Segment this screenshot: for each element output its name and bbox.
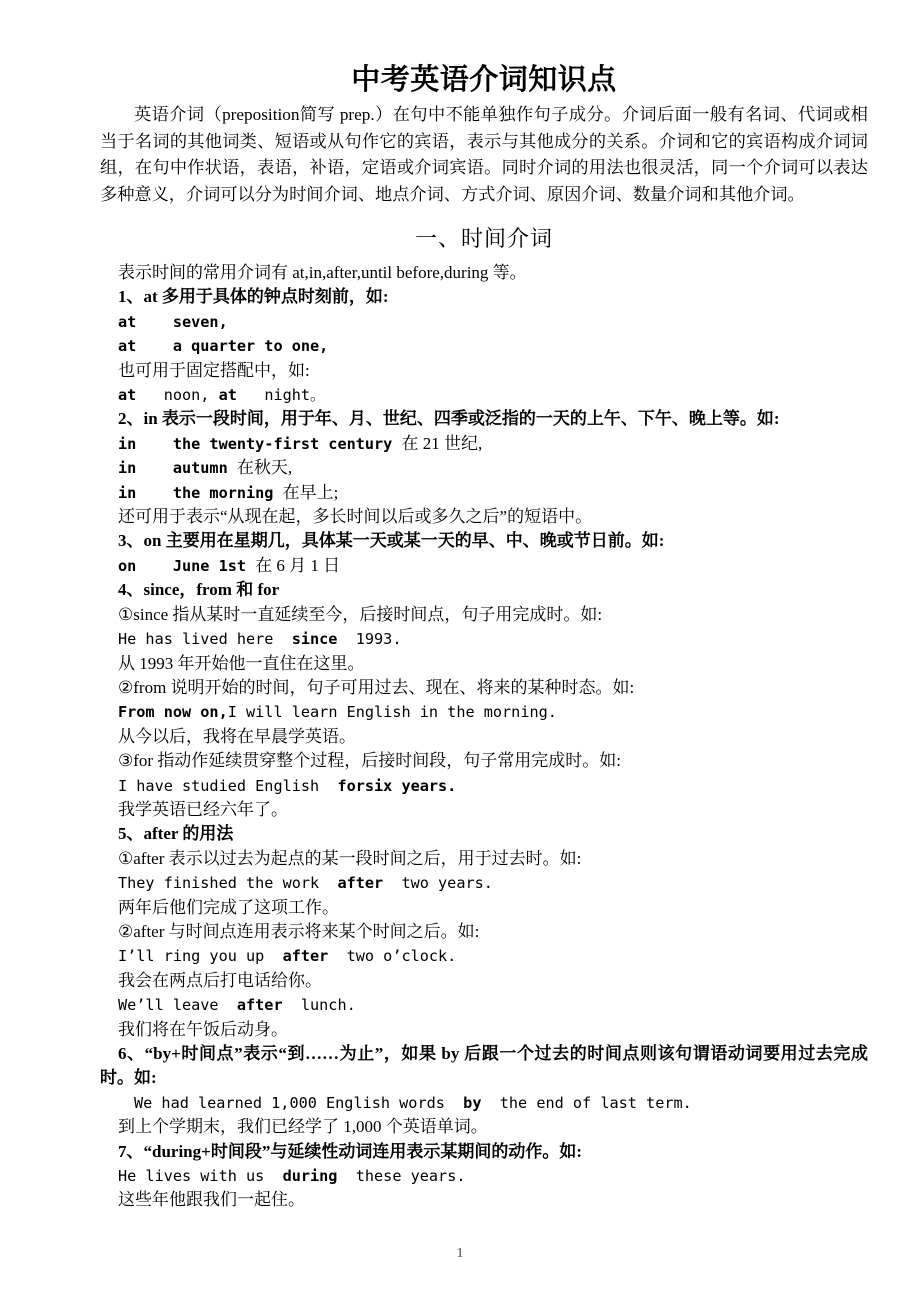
example-during-these-years	[100, 1164, 868, 1188]
example-translation: 在秋天,	[236, 458, 293, 478]
example-at-seven	[100, 310, 868, 334]
example-text: We had learned 1,000 English words	[134, 1093, 464, 1112]
example-after-two-oclock	[100, 944, 868, 968]
example-in-century	[100, 432, 868, 456]
example-on-june-1st	[100, 554, 868, 578]
example-text: They finished the work	[118, 874, 338, 893]
rule-item-4-sub-1: ①since 指从某时一直延续至今，后接时间点，句子用完成时。如:	[118, 604, 603, 624]
example-after-two-years	[100, 871, 868, 895]
example-since-1993	[100, 627, 868, 651]
example-text: in the morning	[118, 483, 283, 502]
rule-item-1: 1、at 多用于具体的钟点时刻前，如:	[118, 287, 389, 307]
intro-paragraph: 英语介词（preposition简写 prep.）在句中不能单独作句子成分。介词后面一般有名词、代词或相当于名词的其他词类、短语或从句作它的宾语，表示与其他成分的关系。介词和它的宾语构成介词词组，在句中作状语，表语，补语，定语或介词宾语。同时介词的用法也很灵活，同一个介词可以表达多种意义，介词可以分为时间介词、地点介词、方式介词、原因介词、数量介词和其他介词。	[100, 105, 868, 204]
example-prep: since	[291, 630, 338, 649]
rule-item-4: 4、since，from 和 for	[118, 580, 280, 600]
rule-item-7: 7、“during+时间段”与延续性动词连用表示某期间的动作。如:	[118, 1141, 582, 1161]
example-at-noon-night	[100, 383, 868, 407]
example-text: noon,	[163, 386, 210, 405]
translation-for-six-years: 我学英语已经六年了。	[118, 799, 288, 819]
rule-item-5-sub-2: ②after 与时间点连用表示将来某个时间之后。如:	[118, 921, 480, 941]
rule-item-5: 5、after 的用法	[118, 824, 234, 844]
translation-after-lunch: 我们将在午饭后动身。	[118, 1019, 288, 1039]
translation-during-these-years: 这些年他跟我们一起住。	[118, 1190, 305, 1210]
example-prep: at	[118, 386, 137, 405]
rule-item-3: 3、on 主要用在星期几，具体某一天或某一天的早、中、晚或节日前。如:	[118, 531, 665, 551]
example-text: two o’clock.	[328, 947, 457, 966]
example-text: He has lived here	[118, 630, 292, 649]
translation-after-two-years: 两年后他们完成了这项工作。	[118, 897, 339, 917]
example-text: these years.	[337, 1167, 466, 1186]
page-title: 中考英语介词知识点	[351, 62, 617, 96]
example-text: the end of last term.	[481, 1093, 692, 1112]
example-after-lunch	[100, 993, 868, 1017]
example-text: two years.	[383, 874, 493, 893]
example-text: 1993.	[337, 630, 402, 649]
rule-item-2: 2、in 表示一段时间，用于年、月、世纪、四季或泛指的一天的上午、下午、晚上等。如:	[118, 409, 780, 429]
example-from-now-on	[100, 700, 868, 724]
example-text: in the twenty-first century	[118, 434, 402, 453]
page-content	[100, 0, 868, 1213]
rule-item-5-sub-1: ①after 表示以过去为起点的某一段时间之后，用于过去时。如:	[118, 848, 582, 868]
example-prep: after	[337, 874, 384, 893]
example-prep: From now on,	[118, 703, 228, 722]
example-prep: forsix years.	[337, 776, 457, 795]
example-text: at a quarter to one,	[118, 337, 329, 356]
translation-after-two-oclock: 我会在两点后打电话给你。	[118, 970, 322, 990]
example-translation: 在早上;	[282, 482, 339, 502]
example-prep: after	[236, 996, 283, 1015]
example-text: He lives with us	[118, 1167, 283, 1186]
example-text: I’ll ring you up	[118, 947, 283, 966]
example-text: on June 1st	[118, 556, 256, 575]
example-text: night。	[264, 386, 326, 405]
example-text: I will learn English in the morning.	[227, 703, 557, 722]
page-number: 1	[456, 1246, 464, 1261]
rule-item-6: 6、“by+时间点”表示“到……为止”，如果 by 后跟一个过去的时间点则该句谓语动词要用过去完成时。如:	[100, 1044, 868, 1088]
section-heading-time-prepositions: 一、时间介词	[414, 226, 553, 251]
rule-item-4-sub-3: ③for 指动作延续贯穿整个过程，后接时间段，句子常用完成时。如:	[118, 751, 622, 771]
translation-by-end-of-term: 到上个学期末，我们已经学了 1,000 个英语单词。	[118, 1117, 488, 1137]
rule-item-4-sub-2: ②from 说明开始的时间，句子可用过去、现在、将来的某种时态。如:	[118, 677, 635, 697]
example-in-autumn	[100, 456, 868, 480]
translation-from-now-on: 从今以后，我将在早晨学英语。	[118, 726, 356, 746]
example-in-morning	[100, 481, 868, 505]
example-translation: 在 21 世纪,	[401, 433, 483, 453]
example-translation: 在 6 月 1 日	[255, 555, 341, 575]
example-text: We’ll leave	[118, 996, 237, 1015]
example-text: I have studied English	[118, 776, 338, 795]
example-by-end-of-term	[100, 1091, 868, 1115]
example-prep: at	[218, 386, 237, 405]
example-text: lunch.	[282, 996, 356, 1015]
section-lead-text: 表示时间的常用介词有 at,in,after,until before,during 等。	[118, 263, 527, 282]
example-for-six-years	[100, 774, 868, 798]
example-text: in autumn	[118, 459, 237, 478]
translation-since-1993: 从 1993 年开始他一直住在这里。	[118, 653, 365, 673]
note-fixed-collocation: 也可用于固定搭配中，如:	[118, 360, 310, 380]
example-prep: by	[463, 1093, 482, 1112]
example-at-quarter	[100, 334, 868, 358]
example-text: at seven,	[118, 312, 228, 331]
example-prep: after	[282, 947, 329, 966]
example-prep: during	[282, 1167, 338, 1186]
note-in-from-now: 还可用于表示“从现在起，多长时间以后或多久之后”的短语中。	[118, 507, 593, 527]
